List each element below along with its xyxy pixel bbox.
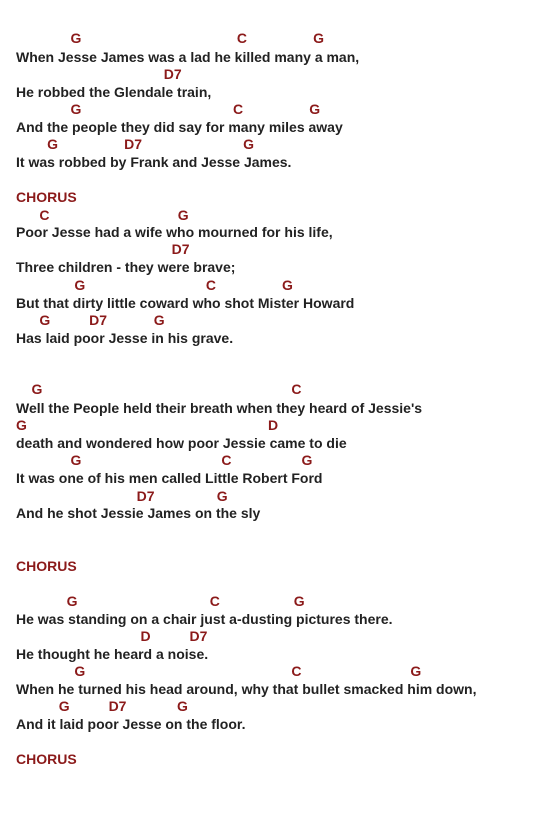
lyric-line: And it laid poor Jesse on the floor. bbox=[16, 716, 246, 732]
chord-line: G C G bbox=[16, 30, 325, 46]
chorus-heading: CHORUS bbox=[16, 189, 77, 205]
chorus-heading: CHORUS bbox=[16, 558, 77, 574]
lyric-line: Three children - they were brave; bbox=[16, 259, 236, 275]
lyric-line: Poor Jesse had a wife who mourned for his life, bbox=[16, 224, 333, 240]
chord-line: G C G bbox=[16, 277, 293, 293]
lyric-line: But that dirty little coward who shot Mister Howard bbox=[16, 295, 355, 311]
chord-line: C G bbox=[16, 207, 189, 223]
lyric-line: Has laid poor Jesse in his grave. bbox=[16, 330, 234, 346]
chord-line: G C bbox=[16, 381, 302, 397]
lyric-line: He robbed the Glendale train, bbox=[16, 84, 212, 100]
lyric-line: He was standing on a chair just a-dusting pictures there. bbox=[16, 611, 393, 627]
lyric-line: death and wondered how poor Jessie came to die bbox=[16, 435, 347, 451]
lyric-line: Well the People held their breath when they heard of Jessie's bbox=[16, 400, 423, 416]
chord-line: G C G bbox=[16, 101, 321, 117]
chord-line: G D bbox=[16, 417, 279, 433]
chord-line: D D7 bbox=[16, 628, 208, 644]
chord-line: D7 G bbox=[16, 488, 228, 504]
chord-line: G C G bbox=[16, 593, 305, 609]
lyric-line: And he shot Jessie James on the sly bbox=[16, 505, 261, 521]
chord-line: G D7 G bbox=[16, 136, 255, 152]
chord-line: D7 bbox=[16, 66, 182, 82]
chord-line: G D7 G bbox=[16, 312, 165, 328]
lyric-line: He thought he heard a noise. bbox=[16, 646, 209, 662]
lyric-line: When he turned his head around, why that bullet smacked him down, bbox=[16, 681, 477, 697]
lyric-line: When Jesse James was a lad he killed many a man, bbox=[16, 49, 360, 65]
chord-line: G D7 G bbox=[16, 698, 188, 714]
lyric-line: It was robbed by Frank and Jesse James. bbox=[16, 154, 292, 170]
chord-line: G C G bbox=[16, 452, 313, 468]
lyric-line: It was one of his men called Little Robert Ford bbox=[16, 470, 323, 486]
chord-line: D7 bbox=[16, 241, 190, 257]
chord-line: G C G bbox=[16, 663, 422, 679]
chorus-heading: CHORUS bbox=[16, 751, 77, 767]
lyric-line: And the people they did say for many miles away bbox=[16, 119, 343, 135]
